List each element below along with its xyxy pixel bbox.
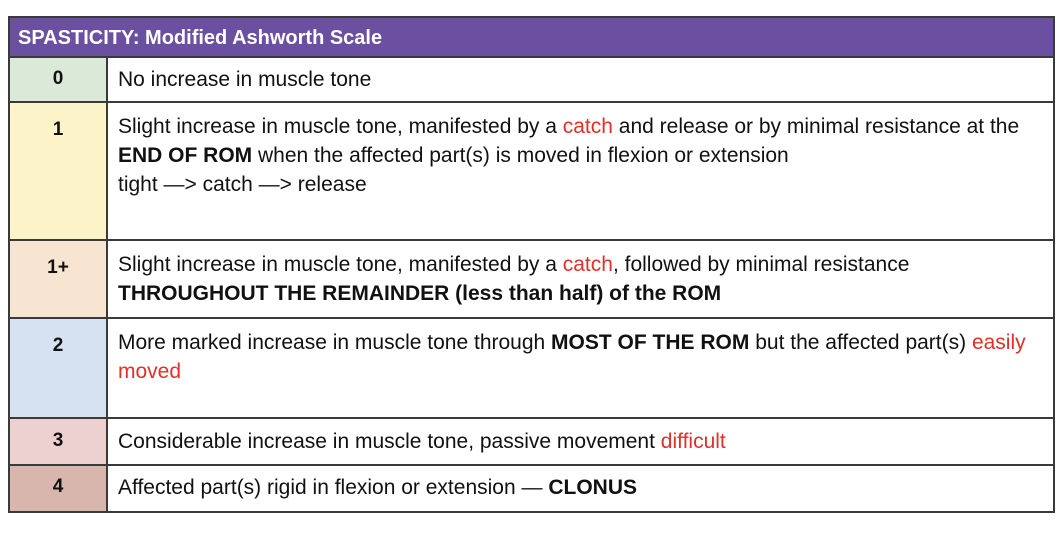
table-title: SPASTICITY: Modified Ashworth Scale <box>10 18 1053 58</box>
highlight-text: difficult <box>660 430 726 453</box>
description-cell <box>108 466 1053 511</box>
description-text: More marked increase in muscle tone through <box>118 331 552 354</box>
grade-cell: 0 <box>10 58 108 101</box>
description-text: but the affected part(s) <box>749 331 972 354</box>
grade-cell: 2 <box>10 319 108 417</box>
grade-cell: 1+ <box>10 241 108 317</box>
description-text: Slight increase in muscle tone, manifested by a <box>118 253 563 276</box>
emphasis-text: END OF ROM <box>118 144 253 167</box>
mnemonic-text: tight —> catch —> release <box>118 173 367 196</box>
emphasis-text: MOST OF THE ROM <box>551 331 750 354</box>
description-cell <box>108 319 1053 417</box>
description-text: Slight increase in muscle tone, manifested by a <box>118 115 563 138</box>
table-row-grade-0 <box>10 58 1053 103</box>
description-text: , followed by minimal resistance <box>612 253 910 276</box>
description-text: No increase in muscle tone <box>118 68 372 91</box>
highlight-text: easily moved <box>118 331 1026 383</box>
highlight-text: catch <box>562 253 613 276</box>
grade-cell: 1 <box>10 103 108 239</box>
description-text: Considerable increase in muscle tone, passive movement <box>118 430 661 453</box>
highlight-text: catch <box>562 115 613 138</box>
table-row-grade-2 <box>10 319 1053 419</box>
ashworth-scale-table <box>8 16 1055 513</box>
emphasis-text: THROUGHOUT THE REMAINDER (less than half) of the ROM <box>118 282 722 305</box>
description-text: Affected part(s) rigid in flexion or extension — <box>118 476 549 499</box>
grade-cell: 3 <box>10 419 108 464</box>
emphasis-text: CLONUS <box>548 476 637 499</box>
description-text: when the affected part(s) is moved in flexion or extension <box>252 144 789 167</box>
description-text: and release or by minimal resistance at the <box>612 115 1020 138</box>
description-cell <box>108 241 1053 317</box>
table-row-grade-1 <box>10 103 1053 241</box>
table-row-grade-3 <box>10 419 1053 466</box>
table-row-grade-4 <box>10 466 1053 511</box>
grade-cell: 4 <box>10 466 108 511</box>
description-cell <box>108 103 1053 239</box>
description-cell <box>108 419 1053 464</box>
description-cell <box>108 58 1053 101</box>
table-row-grade-1-plus <box>10 241 1053 319</box>
